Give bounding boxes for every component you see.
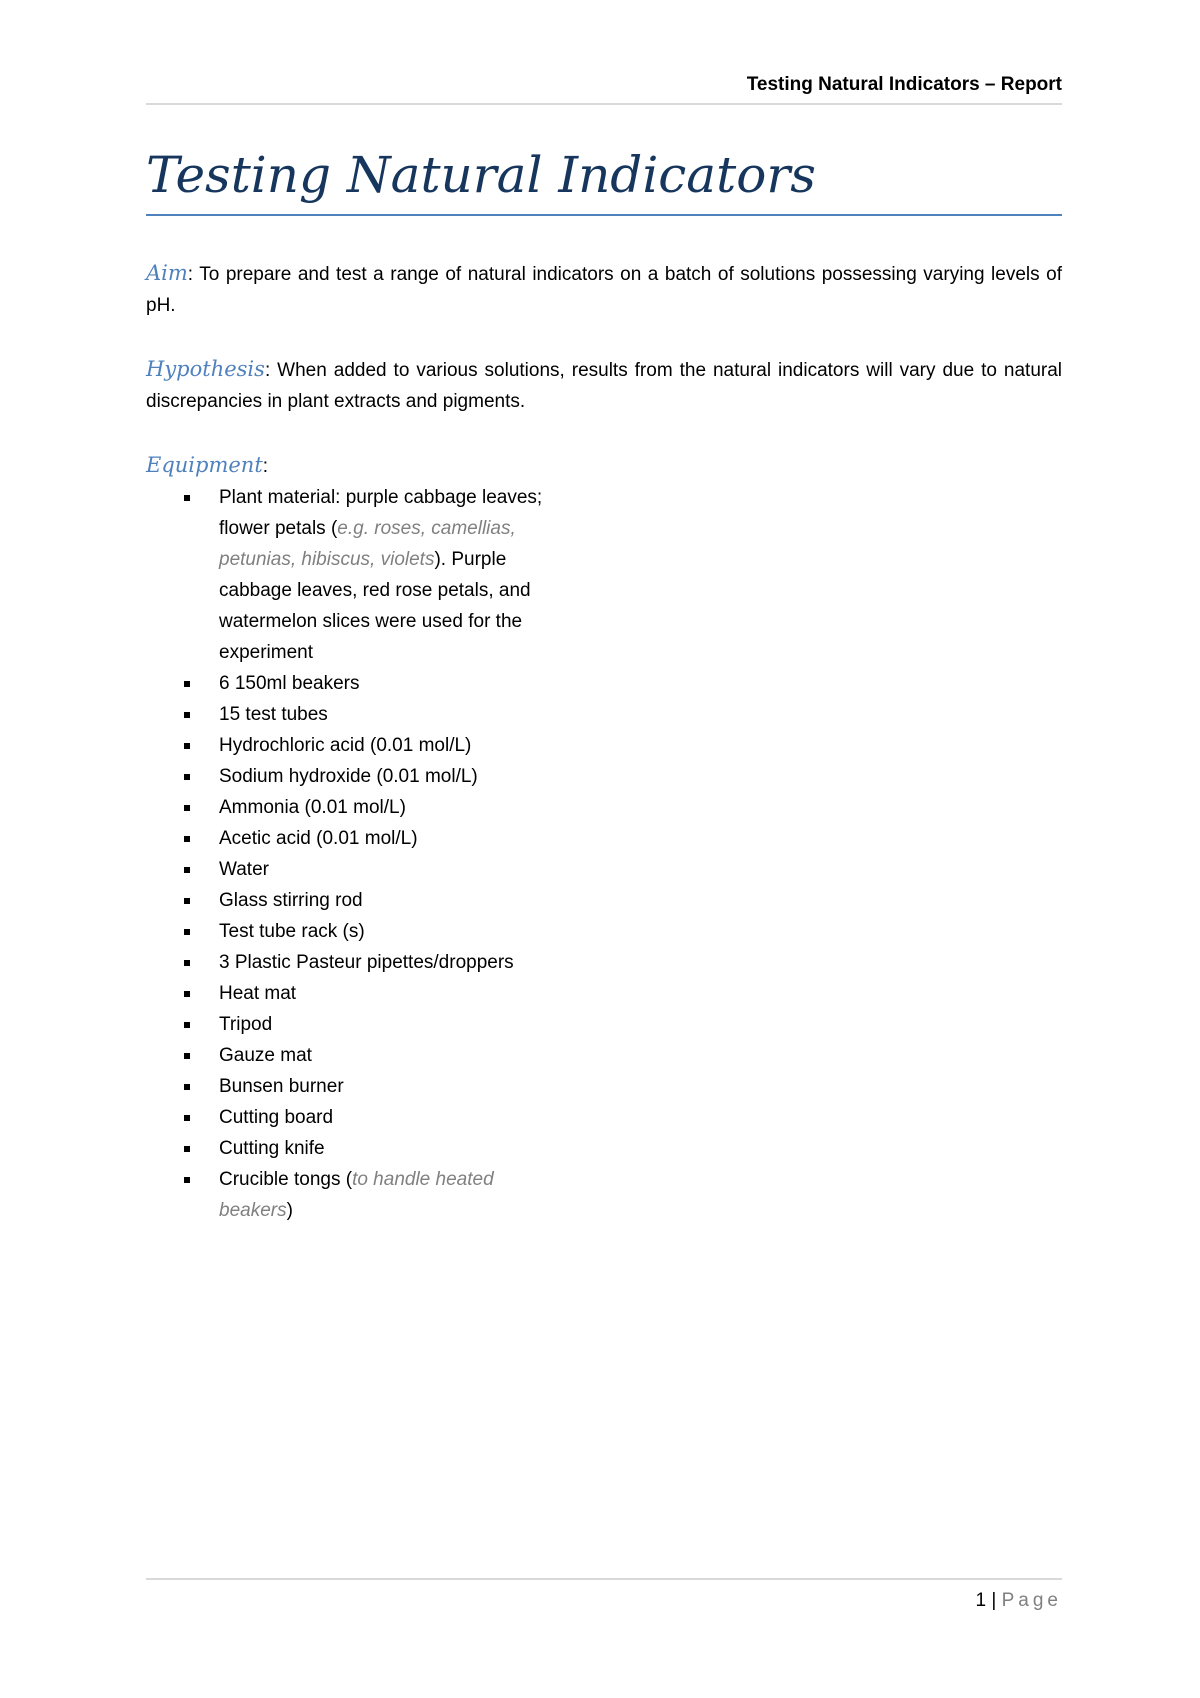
list-item bbox=[146, 916, 569, 947]
hypothesis-colon: : bbox=[264, 360, 271, 381]
item-note: e.g. roses, camellias, petunias, hibiscus, violets bbox=[219, 518, 516, 570]
hypothesis-label: Hypothesis bbox=[146, 357, 265, 381]
item-text: ) bbox=[286, 1200, 293, 1221]
square-bullet-icon bbox=[184, 836, 190, 842]
list-item bbox=[146, 885, 569, 916]
equipment-colon: : bbox=[262, 456, 269, 477]
item-text: Plant material: purple cabbage leaves; flower petals ( bbox=[219, 487, 543, 539]
list-item bbox=[146, 1133, 569, 1164]
document-title: Testing Natural Indicators bbox=[146, 146, 1062, 216]
square-bullet-icon bbox=[184, 712, 190, 718]
list-item bbox=[146, 761, 569, 792]
square-bullet-icon bbox=[184, 1022, 190, 1028]
list-item bbox=[146, 823, 569, 854]
item-text: ). Purple cabbage leaves, red rose petals, and watermelon slices were used for the experiment bbox=[219, 549, 531, 663]
aim-colon: : bbox=[187, 264, 194, 285]
item-text: Cutting board bbox=[219, 1107, 334, 1128]
square-bullet-icon bbox=[184, 743, 190, 749]
square-bullet-icon bbox=[184, 1146, 190, 1152]
item-text: Ammonia (0.01 mol/L) bbox=[219, 797, 406, 818]
item-text: 6 150ml beakers bbox=[219, 673, 360, 694]
square-bullet-icon bbox=[184, 1177, 190, 1183]
page-word: Page bbox=[1001, 1590, 1062, 1611]
square-bullet-icon bbox=[184, 960, 190, 966]
item-text: 15 test tubes bbox=[219, 704, 328, 725]
item-note: to handle heated beakers bbox=[219, 1169, 494, 1221]
page-number: 1 bbox=[975, 1590, 987, 1611]
list-item bbox=[146, 854, 569, 885]
page-footer bbox=[146, 1578, 1062, 1612]
equipment-label: Equipment bbox=[146, 453, 263, 477]
equipment-list bbox=[146, 482, 1062, 1226]
header-text: Testing Natural Indicators – Report bbox=[746, 74, 1062, 95]
page-separator: | bbox=[986, 1590, 1002, 1611]
square-bullet-icon bbox=[184, 929, 190, 935]
list-item bbox=[146, 1071, 569, 1102]
list-item bbox=[146, 1164, 569, 1226]
square-bullet-icon bbox=[184, 774, 190, 780]
item-text: Cutting knife bbox=[219, 1138, 325, 1159]
square-bullet-icon bbox=[184, 991, 190, 997]
aim-text: To prepare and test a range of natural indicators on a batch of solutions possessing varying levels of pH. bbox=[146, 264, 1062, 316]
list-item bbox=[146, 1009, 569, 1040]
list-item bbox=[146, 978, 569, 1009]
square-bullet-icon bbox=[184, 1115, 190, 1121]
item-text: Heat mat bbox=[219, 983, 297, 1004]
item-text: Bunsen burner bbox=[219, 1076, 344, 1097]
square-bullet-icon bbox=[184, 867, 190, 873]
running-header bbox=[146, 74, 1062, 105]
hypothesis-paragraph bbox=[146, 354, 1062, 417]
item-text: Acetic acid (0.01 mol/L) bbox=[219, 828, 418, 849]
list-item bbox=[146, 1102, 569, 1133]
item-text: Tripod bbox=[219, 1014, 273, 1035]
list-item bbox=[146, 947, 569, 978]
item-text: Glass stirring rod bbox=[219, 890, 363, 911]
list-item bbox=[146, 792, 569, 823]
item-text: Hydrochloric acid (0.01 mol/L) bbox=[219, 735, 472, 756]
item-text: Gauze mat bbox=[219, 1045, 312, 1066]
item-text: 3 Plastic Pasteur pipettes/droppers bbox=[219, 952, 514, 973]
item-text: Test tube rack (s) bbox=[219, 921, 365, 942]
hypothesis-text: When added to various solutions, results from the natural indicators will vary due to natural discrepancies in plant extracts and pigments. bbox=[146, 360, 1062, 412]
item-text: Water bbox=[219, 859, 269, 880]
square-bullet-icon bbox=[184, 495, 190, 501]
list-item bbox=[146, 699, 569, 730]
square-bullet-icon bbox=[184, 805, 190, 811]
square-bullet-icon bbox=[184, 1053, 190, 1059]
document-body bbox=[146, 258, 1062, 1226]
list-item bbox=[146, 730, 569, 761]
item-text: Crucible tongs ( bbox=[219, 1169, 353, 1190]
aim-paragraph bbox=[146, 258, 1062, 321]
square-bullet-icon bbox=[184, 1084, 190, 1090]
square-bullet-icon bbox=[184, 898, 190, 904]
square-bullet-icon bbox=[184, 681, 190, 687]
list-item bbox=[146, 668, 569, 699]
equipment-heading bbox=[146, 450, 1062, 482]
item-text: Sodium hydroxide (0.01 mol/L) bbox=[219, 766, 478, 787]
list-item bbox=[146, 482, 569, 668]
aim-label: Aim bbox=[146, 261, 188, 285]
list-item bbox=[146, 1040, 569, 1071]
